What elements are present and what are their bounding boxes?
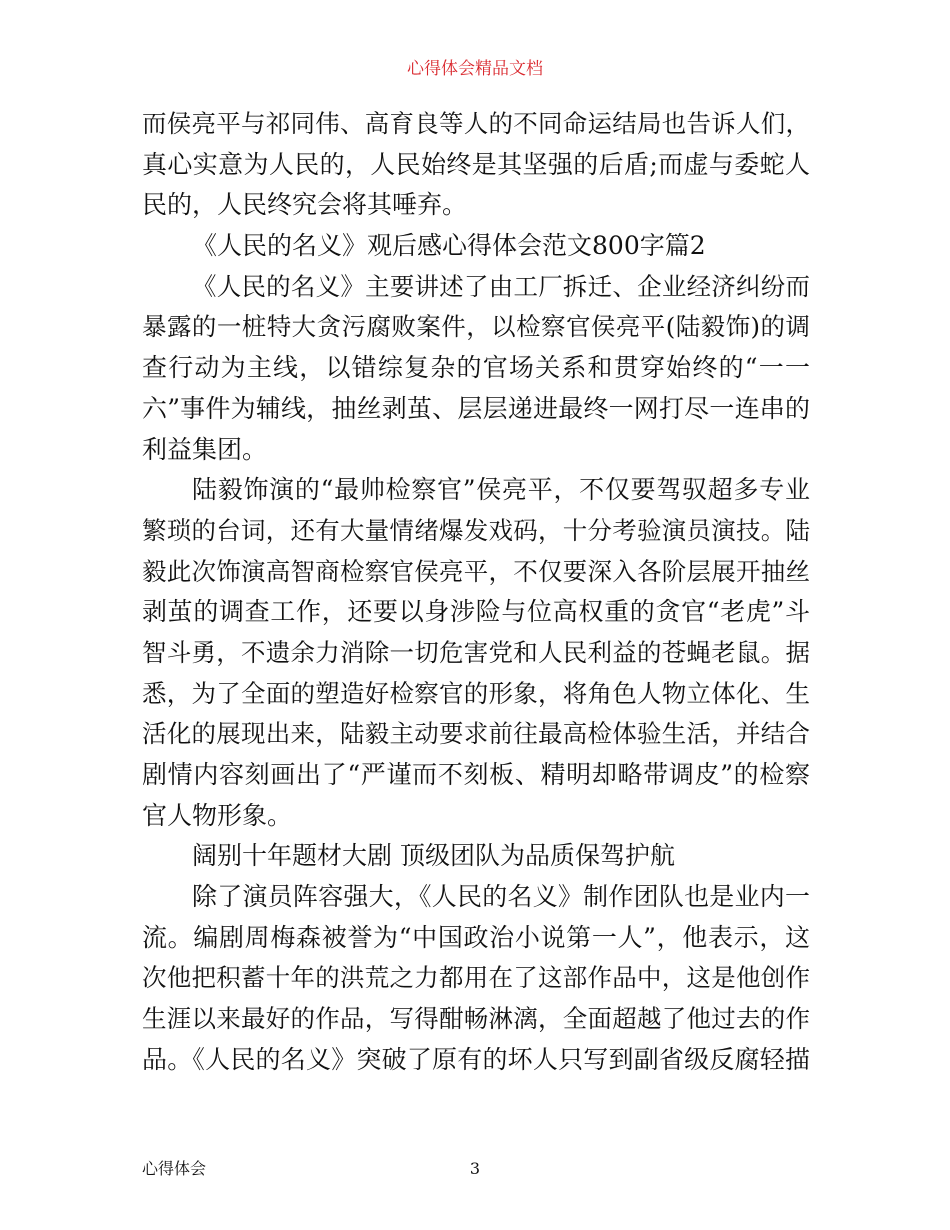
body-line: 次他把积蓄十年的洪荒之力都用在了这部作品中，这是他创作 [142,963,810,993]
body-line: 悉，为了全面的塑造好检察官的形象，将角色人物立体化、生 [142,678,810,708]
body-line: 除了演员阵容强大，《人民的名义》制作团队也是业内一 [192,882,810,912]
body-line: 利益集团。 [142,434,268,464]
body-line: 流。编剧周梅森被誉为“中国政治小说第一人”，他表示，这 [142,922,810,952]
body-line: 剧情内容刻画出了“严谨而不刻板、精明却略带调皮”的检察 [142,760,810,789]
body-line: 《人民的名义》主要讲述了由工厂拆迁、企业经济纠纷而 [192,271,810,301]
body-line: 剥茧的调查工作，还要以身涉险与位高权重的贪官“老虎”斗 [142,597,810,627]
body-line: 暴露的一桩特大贪污腐败案件，以检察官侯亮平(陆毅饰)的调 [142,312,810,342]
body-line: 查行动为主线，以错综复杂的官场关系和贯穿始终的“一一 [142,353,810,383]
footer-label: 心得体会 [142,1159,207,1178]
page-header-title: 心得体会精品文档 [407,59,543,79]
section-heading: 《人民的名义》观后感心得体会范文800字篇2 [192,231,706,261]
body-line: 六”事件为辅线，抽丝剥茧、层层递进最终一网打尽一连串的 [142,393,810,423]
body-line: 毅此次饰演高智商检察官侯亮平，不仅要深入各阶层展开抽丝 [142,556,810,586]
body-line: 而侯亮平与祁同伟、高育良等人的不同命运结局也告诉人们， [142,109,810,138]
body-line: 生涯以来最好的作品，写得酣畅淋漓，全面超越了他过去的作 [142,1004,810,1034]
body-line: 繁琐的台词，还有大量情绪爆发戏码，十分考验演员演技。陆 [142,515,810,545]
page-number: 3 [469,1159,481,1178]
body-line: 民的，人民终究会将其唾弃。 [142,190,468,220]
body-line: 官人物形象。 [142,800,293,830]
document-body [142,104,810,1081]
section-heading: 阔别十年题材大剧 顶级团队为品质保驾护航 [192,841,675,871]
body-line: 真心实意为人民的，人民始终是其坚强的后盾;而虚与委蛇人 [142,149,810,179]
body-line: 智斗勇，不遗余力消除一切危害党和人民利益的苍蝇老鼠。据 [142,637,810,667]
body-line: 活化的展现出来，陆毅主动要求前往最高检体验生活，并结合 [142,719,810,749]
body-line: 品。《人民的名义》突破了原有的坏人只写到副省级反腐轻描 [142,1044,810,1074]
body-line: 陆毅饰演的“最帅检察官”侯亮平，不仅要驾驭超多专业 [192,475,810,505]
